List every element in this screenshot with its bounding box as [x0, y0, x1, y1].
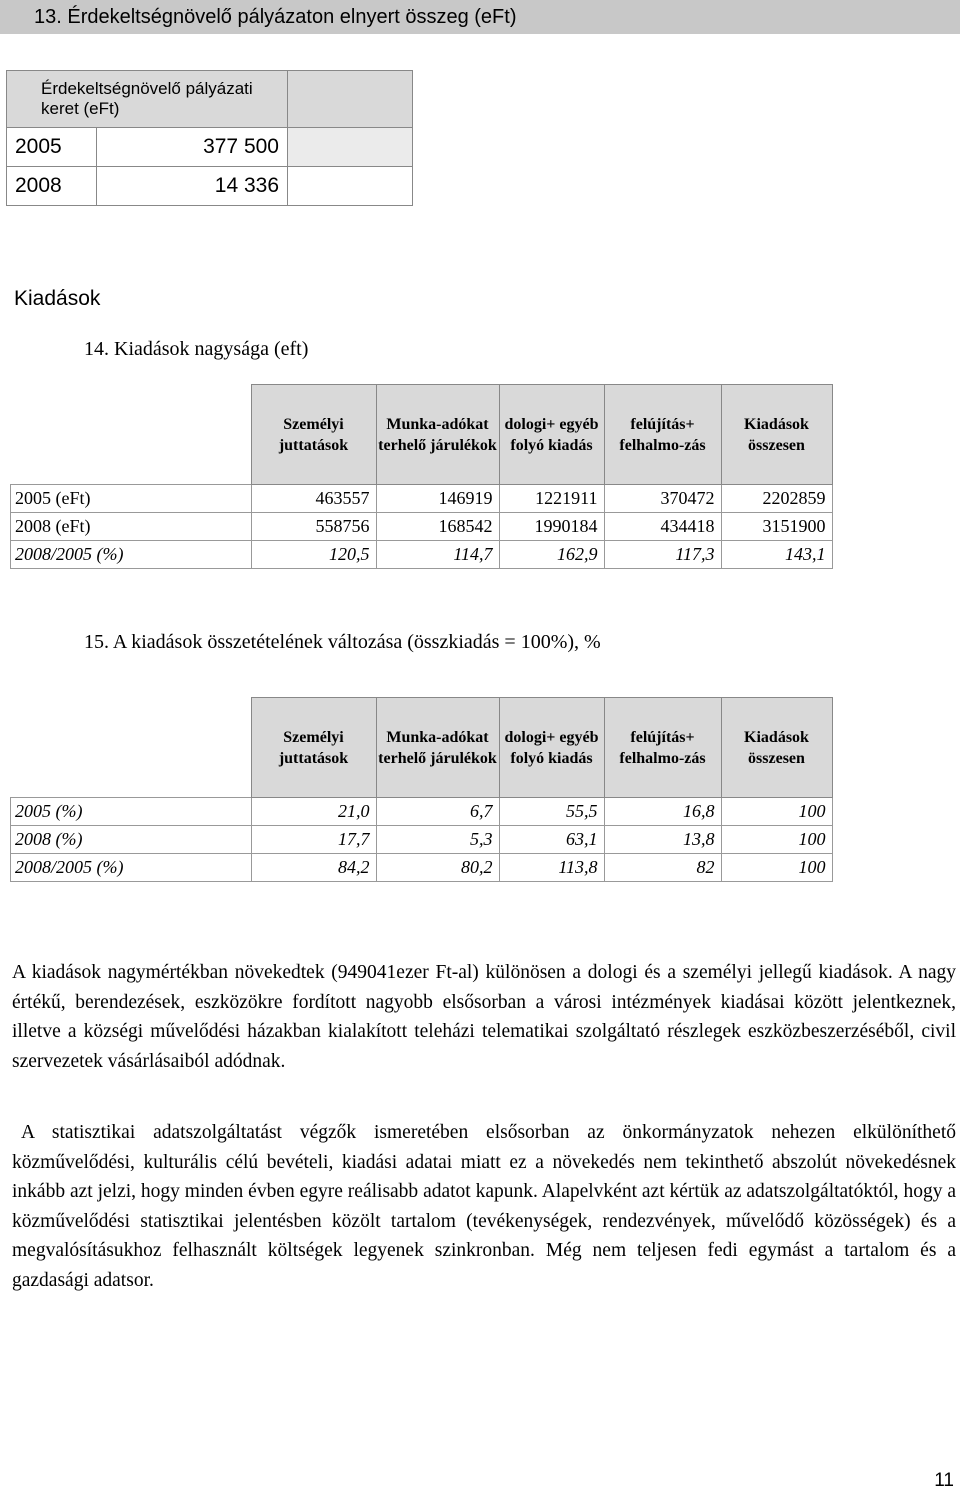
grant-table-header: Érdekeltségnövelő pályázati keret (eFt) — [7, 71, 288, 128]
cell-value: 17,7 — [251, 826, 376, 854]
grant-year: 2005 — [7, 128, 97, 167]
table-row — [7, 167, 413, 206]
expenditures-heading: Kiadások — [14, 287, 101, 310]
row-label: 2005 (eFt) — [11, 485, 252, 513]
section-13-header — [0, 0, 960, 34]
row-label: 2008 (%) — [11, 826, 252, 854]
cell-value: 16,8 — [604, 798, 721, 826]
body-paragraph: A statisztikai adatszolgáltatást végzők ismeretében elsősorban az önkormányzatok nehezen elkülöníthető közművelődési, kulturális célú bevételi, kiadási adatai miatt ez a növekedés nem tekinthető abszolút növekedésnek inkább azt jelzi, hogy minden évben egyre reálisabb adatot kapunk. Alapelvként azt kértük az adatszolgáltatóktól, hogy a közművelődési statisztikai jelentésben közölt tartalom (tevékenységek, rendezvények, művelődő közösségek) és a megvalósításukhoz felhasznált költségek legyenek szinkronban. Még nem teljesen fedi egymást a tartalom és a gazdasági adatsor. — [12, 1122, 956, 1291]
cell-value: 2202859 — [721, 485, 832, 513]
body-paragraph: A kiadások nagymértékban növekedtek (949041ezer Ft-al) különösen a dologi és a személyi jellegű kiadások. A nagy értékű, berendezések, eszközökre fordított nagyobb elsősorban a városi intézmények kiadásai között jelentkeznek, illetve a községi művelődési házakban kialakított teleházi telematikai szolgáltató részlegek eszközbeszerzéséből, civil szervezetek vásárlásaiból adódnak. — [12, 962, 956, 1072]
table-row — [11, 798, 833, 826]
header-investment: felújítás+ felhalmo-zás — [604, 385, 721, 485]
header-contributions: Munka-adókat terhelő járulékok — [376, 698, 499, 798]
table-row — [11, 826, 833, 854]
expenditure-size-table — [10, 384, 833, 569]
table-row — [11, 485, 833, 513]
table-15-caption: 15. A kiadások összetételének változása (összkiadás = 100%), % — [84, 631, 601, 653]
cell-value: 100 — [721, 826, 832, 854]
blank-header-cell — [11, 698, 252, 798]
cell-value: 558756 — [251, 513, 376, 541]
cell-value: 120,5 — [251, 541, 376, 569]
cell-value: 5,3 — [376, 826, 499, 854]
cell-value: 13,8 — [604, 826, 721, 854]
grant-table-blank-cell — [288, 167, 413, 206]
cell-value: 63,1 — [499, 826, 604, 854]
cell-value: 6,7 — [376, 798, 499, 826]
cell-value: 1221911 — [499, 485, 604, 513]
header-total: Kiadások összesen — [721, 385, 832, 485]
grant-year: 2008 — [7, 167, 97, 206]
cell-value: 370472 — [604, 485, 721, 513]
grant-table-blank-cell — [288, 71, 413, 128]
cell-value: 80,2 — [376, 854, 499, 882]
cell-value: 1990184 — [499, 513, 604, 541]
header-contributions: Munka-adókat terhelő járulékok — [376, 385, 499, 485]
grant-table-blank-cell — [288, 128, 413, 167]
cell-value: 100 — [721, 798, 832, 826]
cell-value: 100 — [721, 854, 832, 882]
header-total: Kiadások összesen — [721, 698, 832, 798]
table-14-caption: 14. Kiadások nagysága (eft) — [84, 338, 309, 360]
expenditure-composition-table — [10, 697, 833, 882]
section-13-title: 13. Érdekeltségnövelő pályázaton elnyert összeg (eFt) — [34, 6, 517, 28]
header-personal: Személyi juttatások — [251, 385, 376, 485]
cell-value: 113,8 — [499, 854, 604, 882]
cell-value: 162,9 — [499, 541, 604, 569]
cell-value: 434418 — [604, 513, 721, 541]
grant-table — [6, 70, 413, 206]
row-label: 2008/2005 (%) — [11, 854, 252, 882]
table-row — [11, 513, 833, 541]
cell-value: 21,0 — [251, 798, 376, 826]
header-material: dologi+ egyéb folyó kiadás — [499, 385, 604, 485]
cell-value: 84,2 — [251, 854, 376, 882]
cell-value: 143,1 — [721, 541, 832, 569]
grant-value: 14 336 — [97, 167, 288, 206]
cell-value: 3151900 — [721, 513, 832, 541]
cell-value: 114,7 — [376, 541, 499, 569]
header-personal: Személyi juttatások — [251, 698, 376, 798]
cell-value: 168542 — [376, 513, 499, 541]
grant-value: 377 500 — [97, 128, 288, 167]
header-investment: felújítás+ felhalmo-zás — [604, 698, 721, 798]
cell-value: 463557 — [251, 485, 376, 513]
cell-value: 55,5 — [499, 798, 604, 826]
row-label: 2008/2005 (%) — [11, 541, 252, 569]
table-row — [11, 541, 833, 569]
cell-value: 117,3 — [604, 541, 721, 569]
row-label: 2008 (eFt) — [11, 513, 252, 541]
cell-value: 146919 — [376, 485, 499, 513]
table-row — [7, 128, 413, 167]
row-label: 2005 (%) — [11, 798, 252, 826]
cell-value: 82 — [604, 854, 721, 882]
blank-header-cell — [11, 385, 252, 485]
header-material: dologi+ egyéb folyó kiadás — [499, 698, 604, 798]
page-number: 11 — [934, 1470, 954, 1491]
table-row — [11, 854, 833, 882]
